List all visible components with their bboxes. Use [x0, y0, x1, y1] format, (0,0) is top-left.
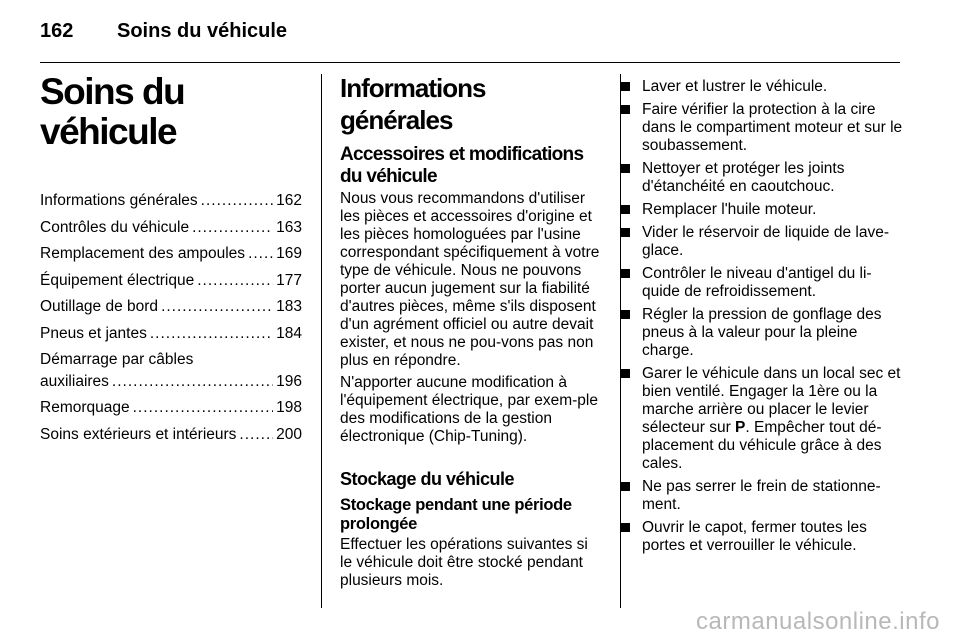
toc-entry-page: 184 [276, 324, 302, 342]
list-item: Remplacer l'huile moteur. [621, 201, 903, 219]
toc-entry-page: 177 [276, 271, 302, 289]
column-divider [321, 74, 322, 608]
chapter-column [40, 72, 302, 450]
square-bullet-icon [621, 369, 630, 378]
toc-entry[interactable] [40, 397, 302, 419]
list-item: Vider le réservoir de liquide de lave-glace. [621, 224, 903, 260]
toc-entry-title: Pneus et jantes [40, 324, 147, 342]
toc-entry-title: Outillage de bord [40, 298, 159, 315]
toc-entry-page: 163 [276, 218, 302, 236]
toc-entry-title: Informations générales [40, 192, 198, 209]
square-bullet-icon [621, 205, 630, 214]
subsection-title: Accessoires et modifications du véhicule [340, 144, 584, 187]
toc-entry-title: Soins extérieurs et intérieurs [40, 425, 237, 443]
toc-entry-title: Remorquage [40, 399, 130, 416]
watermark: carmanualsonline.info [696, 608, 940, 635]
toc-entry-page: 198 [276, 399, 302, 416]
toc-leader [197, 270, 273, 292]
toc-entry-page: 200 [276, 425, 302, 443]
square-bullet-icon [621, 523, 630, 532]
subsection-title: Stockage du véhicule [340, 469, 515, 489]
square-bullet-icon [621, 482, 630, 491]
running-title: Soins du véhicule [117, 20, 288, 42]
list-item: Faire vérifier la protection à la cire dans le compartiment moteur et sur le soubassement. [621, 101, 903, 155]
toc-leader [192, 217, 273, 239]
toc-entry-title: auxiliaires [40, 372, 109, 390]
toc-entry[interactable] [40, 270, 302, 292]
square-bullet-icon [621, 269, 630, 278]
toc-leader [248, 243, 273, 265]
toc-entry-title-line1: Démarrage par câbles [40, 351, 194, 368]
subsubsection-title: Stockage pendant une période prolongée [340, 496, 572, 533]
toc-leader [112, 371, 273, 393]
table-of-contents [40, 190, 302, 445]
toc-entry-page: 169 [276, 245, 302, 262]
toc-leader [150, 323, 273, 345]
square-bullet-icon [621, 82, 630, 91]
toc-entry-title: Contrôles du véhicule [40, 218, 190, 236]
toc-entry-page: 183 [276, 298, 302, 315]
page-header [40, 18, 900, 63]
toc-entry[interactable] [40, 323, 302, 345]
toc-entry-page: 196 [276, 372, 302, 390]
square-bullet-icon [621, 105, 630, 114]
list-item: Garer le véhicule dans un local sec et bien ventilé. Engager la 1ère ou la marche arrière ou placer le levier sélecteur sur P. Empêcher tout dé-placement du véhicule grâce à des cales. [621, 365, 903, 473]
toc-leader [201, 190, 273, 212]
paragraph: Nous vous recommandons d'utiliser les pièces et accessoires d'origine et les pièces homologuées par l'usine correspondant spécifiquement à votre type de véhicule. Nous ne pouvons porter aucun jugement sur la fiabilité d'autres pièces, même s'ils disposent d'un agrément officiel ou autre devait exister, et nous ne pou-vons pas non plus en répondre. [340, 190, 600, 369]
storage-steps-column [621, 72, 903, 560]
square-bullet-icon [621, 310, 630, 319]
list-item: Laver et lustrer le véhicule. [621, 78, 903, 96]
list-item: Contrôler le niveau d'antigel du li-quide de refroidissement. [621, 265, 903, 301]
gear-selector-p: P [735, 419, 746, 436]
list-item: Ouvrir le capot, fermer toutes les portes et verrouiller le véhicule. [621, 519, 903, 555]
list-item: Nettoyer et protéger les joints d'étanchéité en caoutchouc. [621, 160, 903, 196]
general-info-column [340, 72, 602, 594]
bullet-list [621, 78, 903, 555]
list-item: Régler la pression de gonflage des pneus à la valeur pour la pleine charge. [621, 306, 903, 360]
paragraph: Effectuer les opérations suivantes si le véhicule doit être stocké pendant plusieurs mois. [340, 536, 588, 589]
square-bullet-icon [621, 228, 630, 237]
paragraph: N'apporter aucune modification à l'équipement électrique, par exem-ple des modifications de la gestion électronique (Chip-Tuning). [340, 374, 598, 445]
toc-entry[interactable] [40, 349, 302, 392]
toc-leader [239, 424, 273, 446]
toc-entry[interactable] [40, 296, 302, 318]
page-number: 162 [40, 20, 74, 42]
toc-entry[interactable] [40, 217, 302, 239]
toc-entry[interactable] [40, 424, 302, 446]
toc-entry-title: Équipement électrique [40, 271, 195, 289]
toc-entry[interactable] [40, 243, 302, 265]
list-item: Ne pas serrer le frein de stationne-ment. [621, 478, 903, 514]
toc-entry-title: Remplacement des ampoules [40, 245, 246, 262]
chapter-title: Soins du véhicule [40, 71, 185, 152]
toc-entry[interactable] [40, 190, 302, 212]
section-title: Informations générales [340, 73, 486, 135]
square-bullet-icon [621, 164, 630, 173]
toc-leader [133, 397, 274, 419]
toc-entry-page: 162 [276, 192, 302, 209]
toc-leader [161, 296, 273, 318]
